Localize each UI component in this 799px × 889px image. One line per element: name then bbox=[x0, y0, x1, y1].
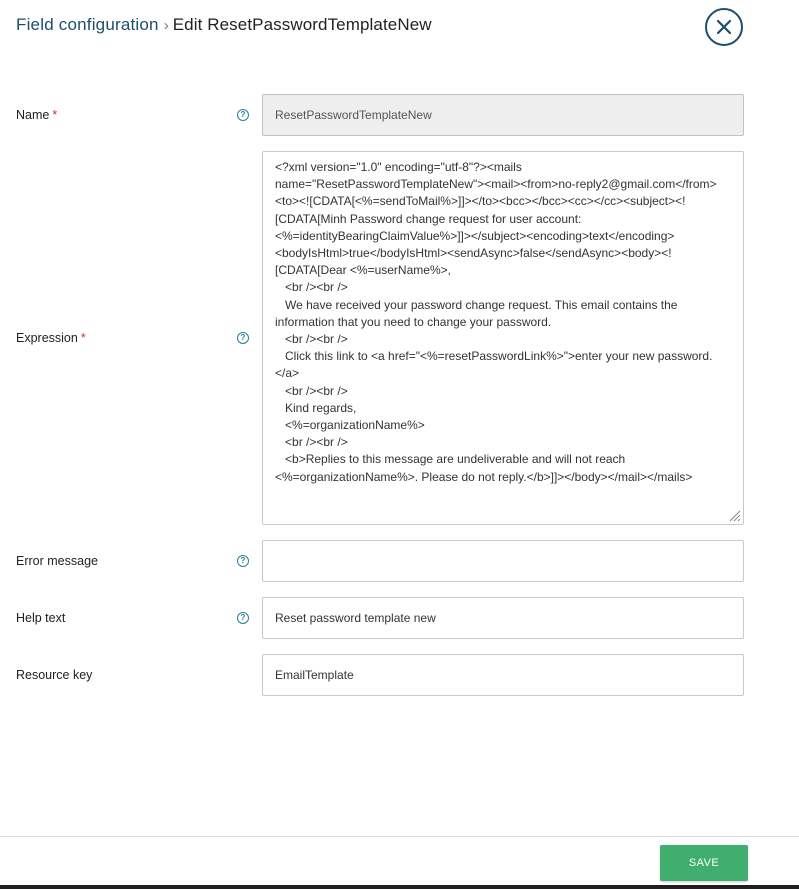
required-marker: * bbox=[52, 108, 58, 122]
error-message-help-icon[interactable]: ? bbox=[237, 555, 249, 567]
resource-key-input[interactable] bbox=[262, 654, 744, 696]
error-message-input[interactable] bbox=[262, 540, 744, 582]
breadcrumb-field-configuration[interactable]: Field configuration bbox=[16, 15, 159, 34]
required-marker: * bbox=[80, 331, 86, 345]
expression-textarea[interactable] bbox=[262, 151, 744, 525]
resource-key-label: Resource key bbox=[16, 668, 93, 682]
help-text-label: Help text bbox=[16, 611, 66, 625]
close-button[interactable] bbox=[705, 8, 743, 46]
bottom-border bbox=[0, 885, 799, 889]
footer-divider bbox=[0, 836, 799, 837]
name-help-icon[interactable]: ? bbox=[237, 109, 249, 121]
error-message-label: Error message bbox=[16, 554, 98, 568]
breadcrumb-separator: › bbox=[163, 16, 169, 34]
name-label: Name * bbox=[16, 108, 58, 122]
expression-help-icon[interactable]: ? bbox=[237, 332, 249, 344]
name-input[interactable] bbox=[262, 94, 744, 136]
close-icon bbox=[716, 19, 732, 35]
breadcrumb bbox=[16, 14, 432, 36]
help-text-help-icon[interactable]: ? bbox=[237, 612, 249, 624]
resize-handle-icon[interactable] bbox=[727, 508, 741, 522]
save-button[interactable]: SAVE bbox=[660, 845, 748, 881]
page-title: Edit ResetPasswordTemplateNew bbox=[172, 15, 432, 34]
help-text-input[interactable] bbox=[262, 597, 744, 639]
expression-label: Expression * bbox=[16, 331, 86, 345]
